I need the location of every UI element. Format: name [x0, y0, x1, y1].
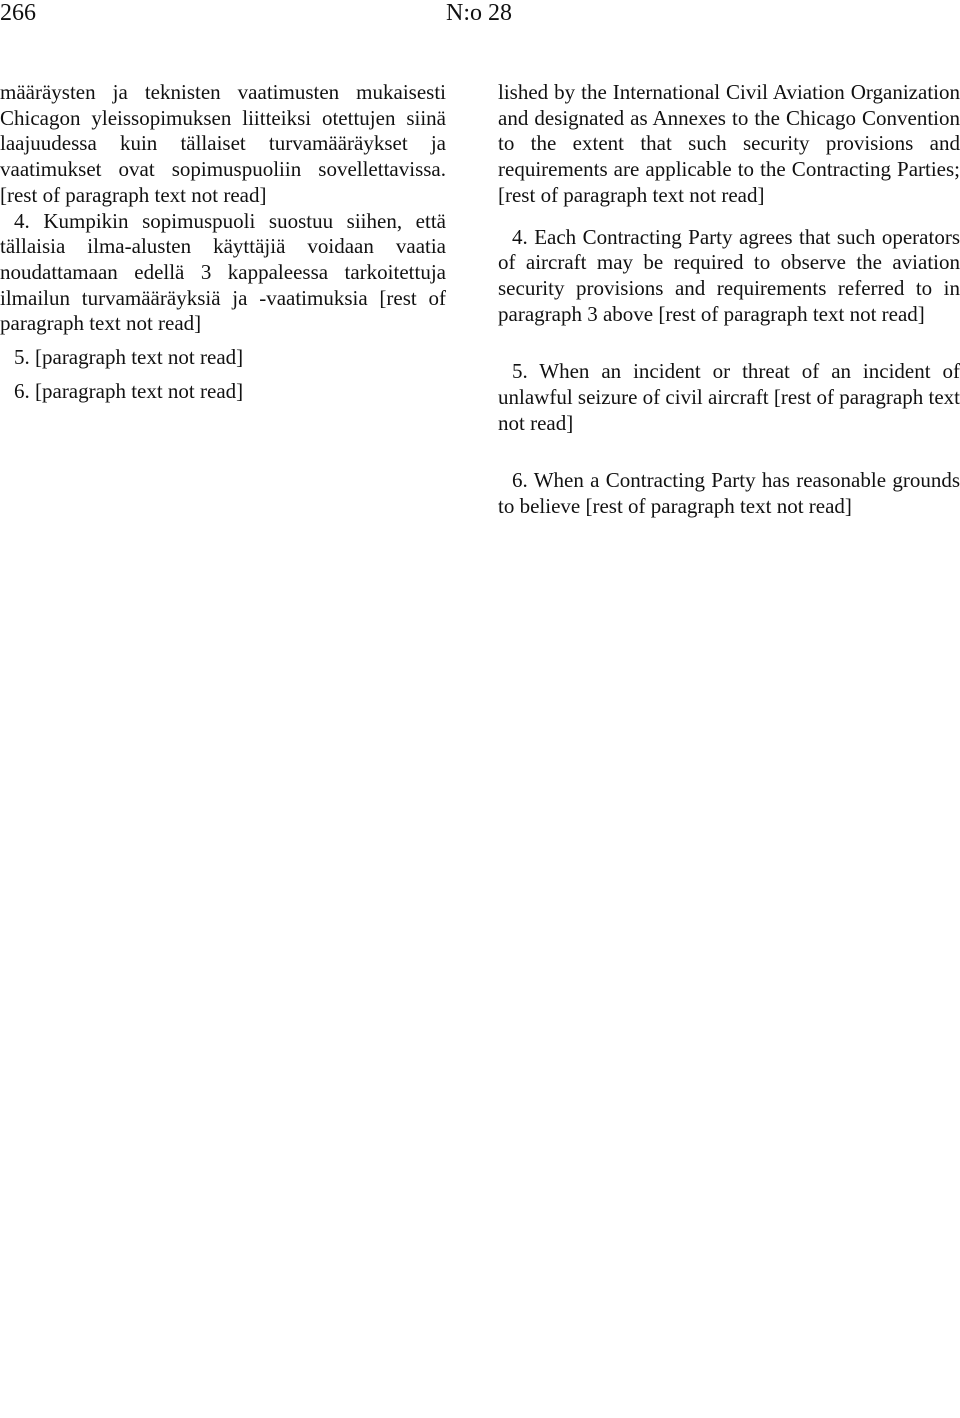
fi-paragraph-5: 5. [paragraph text not read] [14, 345, 244, 370]
finnish-column [0, 80, 446, 404]
en-paragraph-6: 6. When a Contracting Party has reasonable grounds to believe [rest of paragraph text not read] [498, 468, 960, 519]
english-column [498, 80, 960, 520]
en-paragraph-intro: lished by the International Civil Aviation Organization and designated as Annexes to the Chicago Convention to the extent that such security provisions and requirements are applicable to the Contracting Parties; [rest of paragraph text not read] [498, 80, 960, 207]
page-number: 266 [0, 0, 36, 26]
issue-number: N:o 28 [446, 0, 512, 26]
en-paragraph-5: 5. When an incident or threat of an incident of unlawful seizure of civil aircraft [rest of paragraph text not read] [498, 359, 960, 435]
en-paragraph-4: 4. Each Contracting Party agrees that such operators of aircraft may be required to observe the aviation security provisions and requirements referred to in paragraph 3 above [rest of paragraph text not read] [498, 224, 960, 326]
fi-paragraph-intro: määräysten ja teknisten vaatimusten mukaisesti Chicagon yleissopimuksen liitteiksi otettujen siinä laajuudessa kuin tällaiset turvamääräykset ja vaatimukset ovat sopimuspuoliin sovellettavissa. [rest of paragraph text not read] [0, 80, 446, 207]
fi-paragraph-6: 6. [paragraph text not read] [14, 378, 244, 403]
fi-paragraph-4: 4. Kumpikin sopimuspuoli suostuu siihen, että tällaisia ilma-alusten käyttäjiä voidaan vaatia noudattamaan edellä 3 kappaleessa tarkoitettuja ilmailun turvamääräyksiä ja -vaatimuksia [rest of paragraph text not read] [0, 208, 446, 336]
